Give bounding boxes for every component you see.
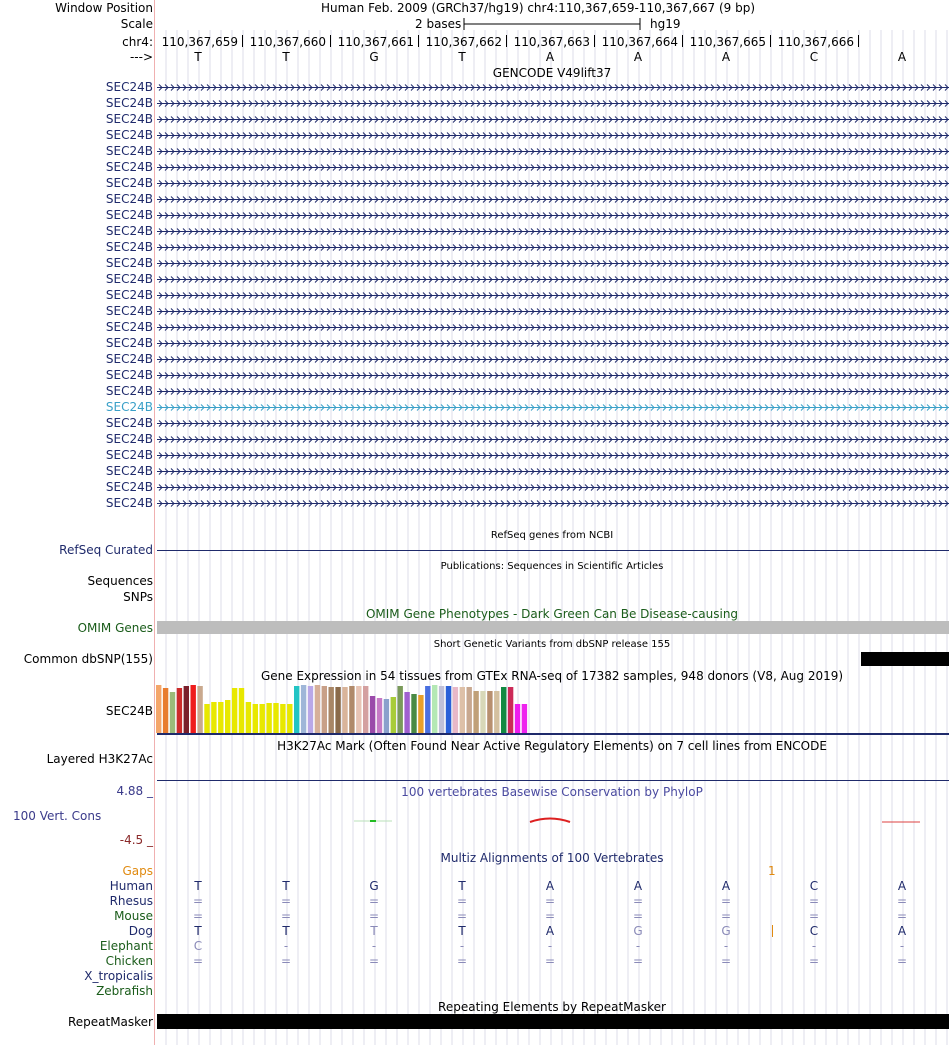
base-letter: A (545, 50, 555, 64)
gencode-transcript-label[interactable]: SEC24B (105, 384, 153, 398)
gencode-transcript-label[interactable]: SEC24B (105, 416, 153, 430)
gtex-tissue-bar[interactable] (349, 686, 354, 733)
gtex-tissue-bar[interactable] (197, 686, 202, 733)
multiz-base: = (544, 894, 556, 908)
gtex-tissue-bar[interactable] (260, 704, 265, 733)
multiz-species-label[interactable]: Dog (128, 924, 153, 938)
base-letter: A (897, 50, 907, 64)
gtex-tissue-bar[interactable] (232, 688, 237, 733)
scale-assembly: hg19 (650, 17, 681, 31)
base-letter: A (721, 50, 731, 64)
multiz-base: = (280, 894, 292, 908)
multiz-base: A (633, 879, 643, 893)
omim-gene-bar[interactable] (157, 621, 949, 634)
multiz-species-label[interactable]: Mouse (114, 909, 153, 923)
gtex-tissue-bar[interactable] (163, 688, 168, 733)
gencode-transcript-line[interactable] (157, 355, 949, 364)
multiz-base: A (897, 924, 907, 938)
chrom-label: chr4: (122, 35, 153, 49)
gtex-tissue-bar[interactable] (384, 699, 389, 733)
multiz-species-label[interactable]: Rhesus (109, 894, 153, 908)
gencode-transcript-line[interactable] (157, 147, 949, 156)
multiz-base: = (632, 909, 644, 923)
position-label: 110,367,661 (337, 35, 414, 49)
multiz-base: = (544, 954, 556, 968)
gencode-transcript-line[interactable] (157, 115, 949, 124)
multiz-base: - (899, 939, 905, 953)
position-label: 110,367,659 (161, 35, 238, 49)
gtex-tissue-bar[interactable] (370, 696, 375, 733)
gencode-transcript-line[interactable] (157, 259, 949, 268)
multiz-base: = (192, 954, 204, 968)
multiz-base: G (369, 879, 379, 893)
multiz-base: = (544, 909, 556, 923)
gtex-tissue-bar[interactable] (515, 704, 520, 733)
gtex-tissue-bar[interactable] (404, 692, 409, 733)
gtex-tissue-bar[interactable] (453, 687, 458, 733)
multiz-base: = (896, 894, 908, 908)
gtex-tissue-bar[interactable] (432, 685, 437, 733)
gencode-transcript-line[interactable] (157, 99, 949, 108)
multiz-base: A (545, 879, 555, 893)
gtex-tissue-bar[interactable] (342, 687, 347, 733)
base-letter: T (458, 50, 466, 64)
multiz-base: = (456, 894, 468, 908)
gencode-transcript-line[interactable] (157, 371, 949, 380)
gtex-tissue-bar[interactable] (322, 686, 327, 733)
multiz-base: = (896, 909, 908, 923)
position-label: 110,367,660 (249, 35, 326, 49)
gtex-tissue-bar[interactable] (425, 686, 430, 733)
base-letter: C (809, 50, 819, 64)
multiz-species-label[interactable]: Elephant (99, 939, 153, 953)
h3k27ac-track-title: H3K27Ac Mark (Often Found Near Active Regulatory Elements) on 7 cell lines from ENCODE (277, 739, 827, 753)
multiz-species-label[interactable]: X_tropicalis (84, 969, 153, 983)
multiz-base: T (458, 924, 466, 938)
multiz-base: = (192, 909, 204, 923)
gencode-transcript-label[interactable]: SEC24B (105, 128, 153, 142)
multiz-base: = (808, 894, 820, 908)
gtex-tissue-bar[interactable] (356, 686, 361, 733)
gtex-tissue-bar[interactable] (204, 704, 209, 733)
window-position-label: Window Position (55, 1, 153, 15)
position-label: 110,367,665 (689, 35, 766, 49)
multiz-base: C (809, 879, 819, 893)
gtex-track-title: Gene Expression in 54 tissues from GTEx RNA-seq of 17382 samples, 948 donors (V8, Aug 2019) (260, 669, 844, 683)
gencode-transcript-line[interactable] (157, 131, 949, 140)
gencode-transcript-line[interactable] (157, 387, 949, 396)
gtex-tissue-bar[interactable] (473, 691, 478, 733)
gtex-gene-line (157, 733, 949, 735)
gencode-transcript-label[interactable]: SEC24B (105, 176, 153, 190)
base-letter: T (282, 50, 290, 64)
gencode-transcript-label[interactable]: SEC24B (105, 144, 153, 158)
gencode-transcript-label[interactable]: SEC24B (105, 192, 153, 206)
gencode-transcript-line[interactable] (157, 403, 949, 412)
h3k27ac-track-label[interactable]: Layered H3K27Ac (46, 752, 153, 766)
multiz-base: = (808, 954, 820, 968)
gencode-transcript-line[interactable] (157, 163, 949, 172)
assembly-position-text: Human Feb. 2009 (GRCh37/hg19) chr4:110,367,659-110,367,667 (9 bp) (320, 1, 756, 15)
gtex-tissue-bar[interactable] (480, 691, 485, 733)
multiz-base: - (547, 939, 553, 953)
gtex-tissue-bar[interactable] (156, 685, 161, 733)
gtex-tissue-bar[interactable] (460, 687, 465, 733)
multiz-species-label[interactable]: Zebrafish (96, 984, 153, 998)
publications-track-title: Publications: Sequences in Scientific Articles (440, 561, 664, 572)
multiz-base: = (456, 954, 468, 968)
gencode-transcript-label[interactable]: SEC24B (105, 464, 153, 478)
gencode-transcript-label[interactable]: SEC24B (105, 400, 153, 414)
position-label: 110,367,663 (513, 35, 590, 49)
refseq-track-label[interactable]: RefSeq Curated (59, 543, 153, 557)
gencode-transcript-label[interactable]: SEC24B (105, 112, 153, 126)
gtex-tissue-bar[interactable] (239, 688, 244, 733)
multiz-base: = (368, 894, 380, 908)
gtex-tissue-bar[interactable] (501, 687, 506, 733)
gencode-track-title: GENCODE V49lift37 (492, 66, 612, 80)
gencode-transcript-label[interactable]: SEC24B (105, 336, 153, 350)
multiz-base: - (283, 939, 289, 953)
multiz-base: G (721, 924, 731, 938)
multiz-base: A (897, 879, 907, 893)
scale-label: Scale (120, 17, 153, 31)
gtex-tissue-bar[interactable] (411, 694, 416, 733)
omim-track-label[interactable]: OMIM Genes (77, 621, 153, 635)
strand-label: ---> (129, 50, 153, 64)
position-label: 110,367,662 (425, 35, 502, 49)
gtex-tissue-bar[interactable] (253, 704, 258, 733)
multiz-base: A (721, 879, 731, 893)
gtex-tissue-bar[interactable] (439, 686, 444, 733)
gencode-transcript-label[interactable]: SEC24B (105, 320, 153, 334)
gencode-transcript-label[interactable]: SEC24B (105, 368, 153, 382)
multiz-base: = (368, 954, 380, 968)
gencode-transcript-label[interactable]: SEC24B (105, 496, 153, 510)
multiz-base: = (720, 909, 732, 923)
multiz-base: - (635, 939, 641, 953)
scale-bar-text: 2 bases (415, 17, 462, 31)
gencode-transcript-label[interactable]: SEC24B (105, 96, 153, 110)
gencode-transcript-label[interactable]: SEC24B (105, 432, 153, 446)
multiz-base: A (545, 924, 555, 938)
multiz-species-label[interactable]: Human (109, 879, 153, 893)
gtex-tissue-bar[interactable] (494, 691, 499, 733)
gencode-transcript-label[interactable]: SEC24B (105, 272, 153, 286)
gtex-tissue-bar[interactable] (287, 704, 292, 733)
multiz-base: - (723, 939, 729, 953)
gtex-tissue-bar[interactable] (315, 685, 320, 733)
repeatmasker-track-title: Repeating Elements by RepeatMasker (438, 1000, 666, 1014)
position-label: 110,367,664 (601, 35, 678, 49)
gtex-tissue-bar[interactable] (280, 704, 285, 733)
conservation-max-label: 4.88 _ (116, 784, 153, 798)
repeatmasker-element-bar[interactable] (157, 1014, 949, 1029)
gencode-transcript-line[interactable] (157, 451, 949, 460)
multiz-base: = (632, 894, 644, 908)
multiz-gaps-label[interactable]: Gaps (122, 864, 153, 878)
multiz-base: = (368, 909, 380, 923)
multiz-base: T (282, 879, 290, 893)
gencode-transcript-label[interactable]: SEC24B (105, 224, 153, 238)
conservation-track-label[interactable]: 100 Vert. Cons (13, 809, 102, 823)
gencode-transcript-line[interactable] (157, 83, 949, 92)
gencode-transcript-line[interactable] (157, 419, 949, 428)
base-letter: G (369, 50, 379, 64)
multiz-base: = (896, 954, 908, 968)
conservation-plot[interactable] (157, 810, 949, 830)
gtex-tissue-bar[interactable] (211, 702, 216, 733)
conservation-min-label: -4.5 _ (119, 833, 153, 847)
multiz-base: C (809, 924, 819, 938)
gtex-tissue-bar[interactable] (335, 687, 340, 733)
multiz-base: - (371, 939, 377, 953)
repeatmasker-track-label[interactable]: RepeatMasker (67, 1015, 153, 1029)
gtex-tissue-bar[interactable] (273, 703, 278, 733)
gencode-transcript-label[interactable]: SEC24B (105, 352, 153, 366)
multiz-base: = (808, 909, 820, 923)
gtex-tissue-bar[interactable] (467, 687, 472, 733)
dbsnp-track-label[interactable]: Common dbSNP(155) (23, 652, 153, 666)
gtex-tissue-bar[interactable] (266, 703, 271, 733)
multiz-base: T (194, 879, 202, 893)
refseq-gene-line[interactable] (157, 550, 949, 551)
multiz-base: G (633, 924, 643, 938)
gencode-transcript-line[interactable] (157, 195, 949, 204)
multiz-species-label[interactable]: Chicken (105, 954, 153, 968)
gencode-transcript-line[interactable] (157, 291, 949, 300)
publications-snps-label[interactable]: SNPs (123, 590, 153, 604)
omim-track-title: OMIM Gene Phenotypes - Dark Green Can Be Disease-causing (365, 607, 739, 621)
gtex-tissue-bar[interactable] (487, 691, 492, 733)
gtex-tissue-bar[interactable] (446, 686, 451, 733)
gencode-transcript-line[interactable] (157, 243, 949, 252)
h3k27ac-baseline (157, 780, 949, 781)
gencode-transcript-line[interactable] (157, 179, 949, 188)
dbsnp-track-title: Short Genetic Variants from dbSNP release 155 (433, 639, 671, 650)
gtex-tissue-bar[interactable] (418, 695, 423, 733)
gencode-transcript-label[interactable]: SEC24B (105, 304, 153, 318)
dbsnp-variant-bar[interactable] (861, 652, 949, 666)
gtex-tissue-bar[interactable] (191, 685, 196, 733)
gtex-tissue-bar[interactable] (308, 686, 313, 733)
gtex-tissue-bar[interactable] (218, 702, 223, 733)
multiz-base: C (193, 939, 203, 953)
gencode-transcript-label[interactable]: SEC24B (105, 480, 153, 494)
gtex-track-label[interactable]: SEC24B (105, 704, 153, 718)
gtex-tissue-bar[interactable] (184, 686, 189, 733)
publications-sequences-label[interactable]: Sequences (87, 574, 153, 588)
scale-bar (462, 16, 644, 32)
multiz-gaps-value: 1 (768, 864, 776, 878)
gencode-transcript-line[interactable] (157, 275, 949, 284)
gtex-tissue-bar[interactable] (170, 692, 175, 733)
gencode-transcript-line[interactable] (157, 483, 949, 492)
multiz-base: = (456, 909, 468, 923)
multiz-base: - (459, 939, 465, 953)
multiz-base: = (720, 954, 732, 968)
multiz-base: = (280, 909, 292, 923)
gencode-transcript-line[interactable] (157, 323, 949, 332)
gtex-tissue-bar[interactable] (246, 702, 251, 733)
gencode-transcript-label[interactable]: SEC24B (105, 208, 153, 222)
gtex-tissue-bar[interactable] (294, 686, 299, 733)
gtex-tissue-bar[interactable] (301, 685, 306, 733)
base-letter: A (633, 50, 643, 64)
gencode-transcript-label[interactable]: SEC24B (105, 160, 153, 174)
gencode-transcript-line[interactable] (157, 211, 949, 220)
multiz-base: = (280, 954, 292, 968)
gtex-tissue-bar[interactable] (377, 698, 382, 733)
gencode-transcript-label[interactable]: SEC24B (105, 288, 153, 302)
gencode-transcript-label[interactable]: SEC24B (105, 240, 153, 254)
gtex-tissue-bar[interactable] (225, 700, 230, 733)
multiz-base: = (632, 954, 644, 968)
dog-gap-marker (772, 925, 773, 937)
gencode-transcript-label[interactable]: SEC24B (105, 256, 153, 270)
refseq-track-title: RefSeq genes from NCBI (490, 530, 614, 541)
gtex-tissue-bar[interactable] (398, 686, 403, 733)
gencode-transcript-label[interactable]: SEC24B (105, 80, 153, 94)
gtex-expression-chart[interactable] (155, 684, 575, 734)
base-letter: T (194, 50, 202, 64)
gencode-transcript-line[interactable] (157, 435, 949, 444)
gencode-transcript-line[interactable] (157, 339, 949, 348)
multiz-base: T (458, 879, 466, 893)
multiz-base: T (194, 924, 202, 938)
multiz-base: T (370, 924, 378, 938)
gtex-tissue-bar[interactable] (329, 687, 334, 733)
multiz-base: = (720, 894, 732, 908)
multiz-base: - (811, 939, 817, 953)
gencode-transcript-label[interactable]: SEC24B (105, 448, 153, 462)
multiz-base: = (192, 894, 204, 908)
multiz-track-title: Multiz Alignments of 100 Vertebrates (440, 851, 664, 865)
gtex-tissue-bar[interactable] (522, 704, 527, 733)
gencode-transcript-line[interactable] (157, 499, 949, 508)
conservation-track-title: 100 vertebrates Basewise Conservation by PhyloP (401, 785, 703, 799)
position-tick (858, 35, 859, 47)
gencode-transcript-line[interactable] (157, 227, 949, 236)
gtex-tissue-bar[interactable] (391, 697, 396, 733)
gencode-transcript-line[interactable] (157, 307, 949, 316)
gtex-tissue-bar[interactable] (508, 687, 513, 733)
gtex-tissue-bar[interactable] (177, 688, 182, 733)
gencode-transcript-line[interactable] (157, 467, 949, 476)
gtex-tissue-bar[interactable] (363, 686, 368, 733)
multiz-base: T (282, 924, 290, 938)
position-label: 110,367,666 (777, 35, 854, 49)
